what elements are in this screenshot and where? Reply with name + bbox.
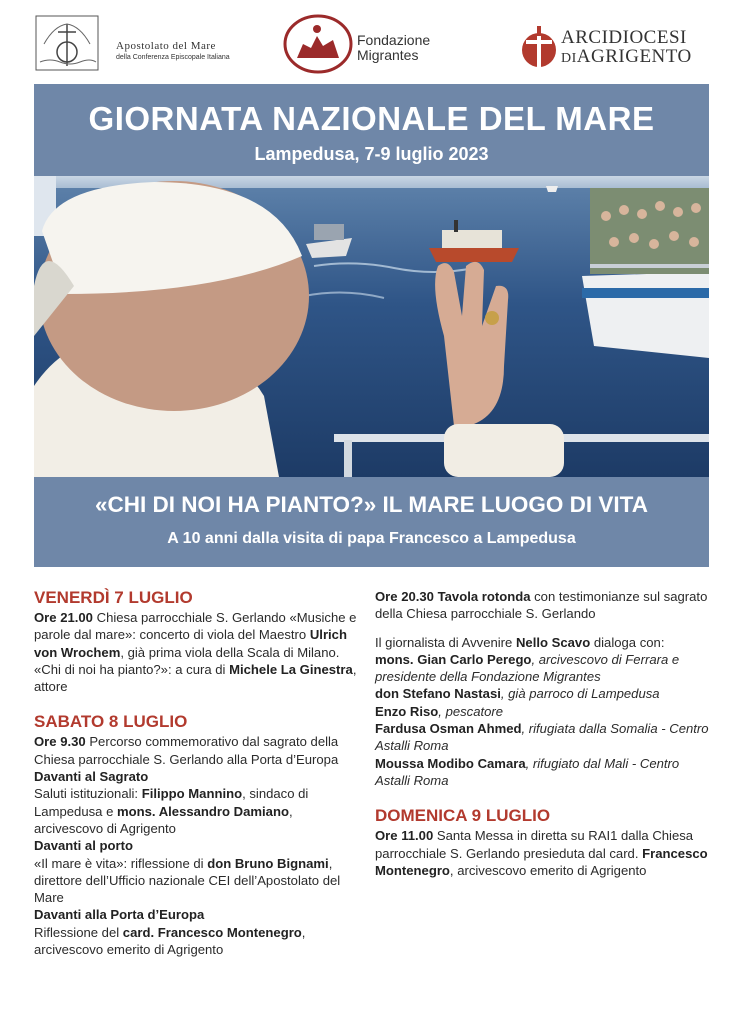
friday-text-4: , attore (34, 661, 357, 695)
apostolato-logo-icon (34, 14, 100, 72)
left-column (34, 588, 364, 958)
panelist-1 (375, 651, 715, 686)
panelist-5-name: Moussa Modibo Camara (375, 755, 526, 771)
friday-show (34, 661, 364, 696)
panelist-5-role: , rifugiato dal Mali - Centro Astalli Roma (375, 755, 680, 788)
cardinal-name: card. Francesco Montenegro (122, 924, 302, 940)
friday-time: Ore 21.00 (34, 610, 93, 625)
large-boat (582, 188, 709, 358)
logos-row (0, 0, 735, 82)
arcidiocesi-di: DI (561, 51, 577, 66)
theme-title: «CHI DI NOI HA PIANTO?» IL MARE LUOGO DI VITA (95, 492, 648, 517)
sunday-cardinal: Francesco Montenegro (375, 845, 708, 878)
panelist-3-role: , pescatore (438, 703, 504, 719)
fondazione-line1: Fondazione (357, 32, 431, 48)
panelist-2 (375, 685, 715, 702)
roundtable-label: Tavola rotonda (433, 589, 531, 604)
sat-text-3: , sindaco di Lampedusa e (34, 786, 309, 819)
sat-text-6: , direttore dell’Ufficio nazionale CEI dell’Apostolato del Mare (34, 855, 341, 906)
apostolato-subtitle: della Conferenza Episcopale Italiana (116, 54, 230, 61)
sunday-mass (375, 827, 715, 879)
roundtable-time: Ore 20.30 (375, 589, 434, 604)
fondazione-text (357, 33, 430, 63)
arcidiocesi-line2 (561, 47, 692, 68)
saturday-time: Ore 9.30 (34, 734, 86, 750)
panelist-3 (375, 703, 715, 720)
sunday-text: Santa Messa in diretta su RAI1 dalla Chiesa parrocchiale S. Gerlando presieduta dal card. (375, 828, 694, 861)
sunday-text-2: , arcivescovo emerito di Agrigento (449, 862, 647, 878)
friday-concert (34, 609, 364, 661)
roundtable-moderator (375, 634, 715, 651)
friday-actor: Michele La Ginestra (229, 661, 353, 677)
saturday-final (34, 924, 364, 959)
panelist-2-role: , già parroco di Lampedusa (500, 686, 660, 702)
panelist-3-name: Enzo Riso (375, 703, 439, 719)
director-name: don Bruno Bignami (207, 855, 329, 871)
mayor-name: Filippo Mannino (141, 786, 243, 802)
arcidiocesi-text (561, 28, 692, 68)
right-column (375, 588, 715, 879)
apostolato-title: Apostolato del Mare (116, 40, 216, 52)
saturday-stop-3: Davanti alla Porta d’Europa (34, 907, 205, 923)
arcidiocesi-logo-icon (520, 26, 558, 70)
panelist-4-role: , rifugiata dalla Somalia - Centro Astalli Roma (375, 721, 709, 754)
fondazione-line2: Migrantes (357, 47, 419, 63)
moderator-name: Nello Scavo (515, 634, 591, 650)
sat-text-2: Saluti istituzionali: (34, 786, 142, 802)
saturday-greetings (34, 785, 364, 837)
sat-text-4: , arcivescovo di Agrigento (34, 803, 293, 836)
panelist-1-name: mons. Gian Carlo Perego (375, 651, 532, 667)
friday-text-3: «Chi di noi ha pianto?»: a cura di (34, 661, 230, 677)
roundtable-intro (375, 588, 715, 623)
sat-text-5: «Il mare è vita»: riflessione di (34, 855, 208, 871)
rt-text-3: dialoga con: (590, 634, 665, 650)
arcidiocesi-line1: ARCIDIOCESI (561, 27, 687, 48)
theme-subtitle: A 10 anni dalla visita di papa Francesco a Lampedusa (167, 530, 576, 547)
archbishop-name: mons. Alessandro Damiano (117, 803, 289, 819)
rt-text-2: Il giornalista di Avvenire (375, 634, 516, 650)
friday-heading: VENERDÌ 7 LUGLIO (34, 588, 193, 607)
fondazione-migrantes-logo-icon (283, 14, 353, 74)
header-banner (34, 84, 709, 176)
sunday-time: Ore 11.00 (375, 828, 434, 844)
friday-text: Chiesa parrocchiale S. Gerlando «Musiche e parole dal mare»: concerto di viola del Maestro (34, 610, 357, 643)
friday-text-2: , già prima viola della Scala di Milano. (120, 644, 340, 660)
sunday-heading: DOMENICA 9 LUGLIO (375, 806, 551, 826)
sat-text-8: , arcivescovo emerito di Agrigento (34, 924, 306, 958)
arcidiocesi-agrigento: AGRIGENTO (576, 46, 692, 67)
saturday-route (34, 733, 364, 768)
panelist-4 (375, 720, 715, 755)
panelist-1-role: , arcivescovo di Ferrara e presidente della Fondazione Migrantes (375, 651, 680, 685)
saturday-stop-1: Davanti al Sagrato (34, 769, 149, 785)
panelist-5 (375, 755, 715, 790)
saturday-text: Percorso commemorativo dal sagrato della Chiesa parrocchiale S. Gerlando alla Porta d’Europa (34, 734, 339, 767)
apostolato-text (116, 40, 230, 61)
sat-text-7: Riflessione del (34, 924, 123, 940)
friday-musician: Ulrich von Wrochem (34, 627, 347, 660)
saturday-stop-2: Davanti al porto (34, 838, 133, 854)
saturday-reflection (34, 855, 364, 907)
roundtable-text: con testimonianze sul sagrato della Chiesa parrocchiale S. Gerlando (375, 589, 708, 622)
page-subtitle: Lampedusa, 7-9 luglio 2023 (254, 144, 489, 164)
panelist-4-name: Fardusa Osman Ahmed (375, 721, 522, 737)
panelist-2-name: don Stefano Nastasi (375, 686, 501, 702)
saturday-heading: SABATO 8 LUGLIO (34, 712, 188, 732)
theme-band (34, 477, 709, 567)
page-title: GIORNATA NAZIONALE DEL MARE (88, 100, 655, 137)
pope-waving-photo (34, 176, 709, 477)
